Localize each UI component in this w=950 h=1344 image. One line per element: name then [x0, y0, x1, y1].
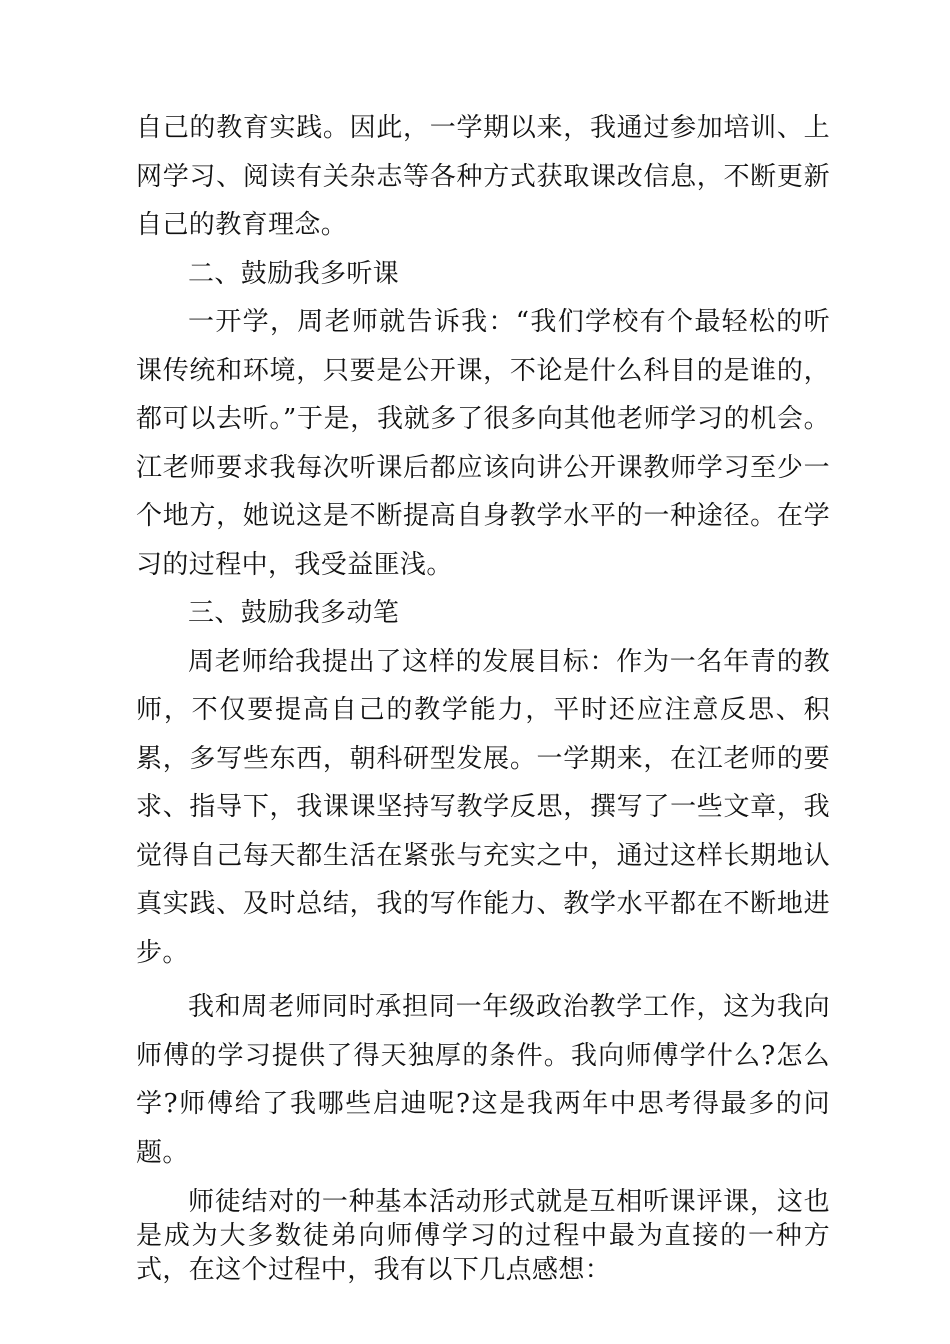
paragraph-teaching-together: 我和周老师同时承担同一年级政治教学工作，这为我向师傅的学习提供了得天独厚的条件。我向师傅学什么?怎么学?师傅给了我哪些启迪呢?这是我两年中思考得最多的问题。: [136, 992, 830, 1168]
paragraph-mentoring-reflections: 师徒结对的一种基本活动形式就是互相听课评课，这也是成为大多数徒弟向师傅学习的过程中最为直接的一种方式，在这个过程中，我有以下几点感想：: [136, 1187, 830, 1285]
section-heading-listen: 二、鼓励我多听课: [188, 258, 400, 289]
paragraph-continuation: 自己的教育实践。因此，一学期以来，我通过参加培训、上网学习、阅读有关杂志等各种方式获取课改信息，不断更新自己的教育理念。: [136, 113, 830, 240]
paragraph-writing-goals: 周老师给我提出了这样的发展目标：作为一名年青的教师，不仅要提高自己的教学能力，平时还应注意反思、积累，多写些东西，朝科研型发展。一学期来，在江老师的要求、指导下，我课课坚持写教学反思，撰写了一些文章，我觉得自己每天都生活在紧张与充实之中，通过这样长期地认真实践、及时总结，我的写作能力、教学水平都在不断地进步。: [136, 646, 830, 968]
paragraph-listen-lessons: 一开学，周老师就告诉我：“我们学校有个最轻松的听课传统和环境，只要是公开课，不论是什么科目的是谁的，都可以去听。”于是，我就多了很多向其他老师学习的机会。江老师要求我每次听课后都应该向讲公开课教师学习至少一个地方，她说这是不断提高自身教学水平的一种途径。在学习的过程中，我受益匪浅。: [136, 307, 830, 580]
section-heading-write: 三、鼓励我多动笔: [188, 598, 400, 628]
document-page: [136, 104, 830, 1287]
